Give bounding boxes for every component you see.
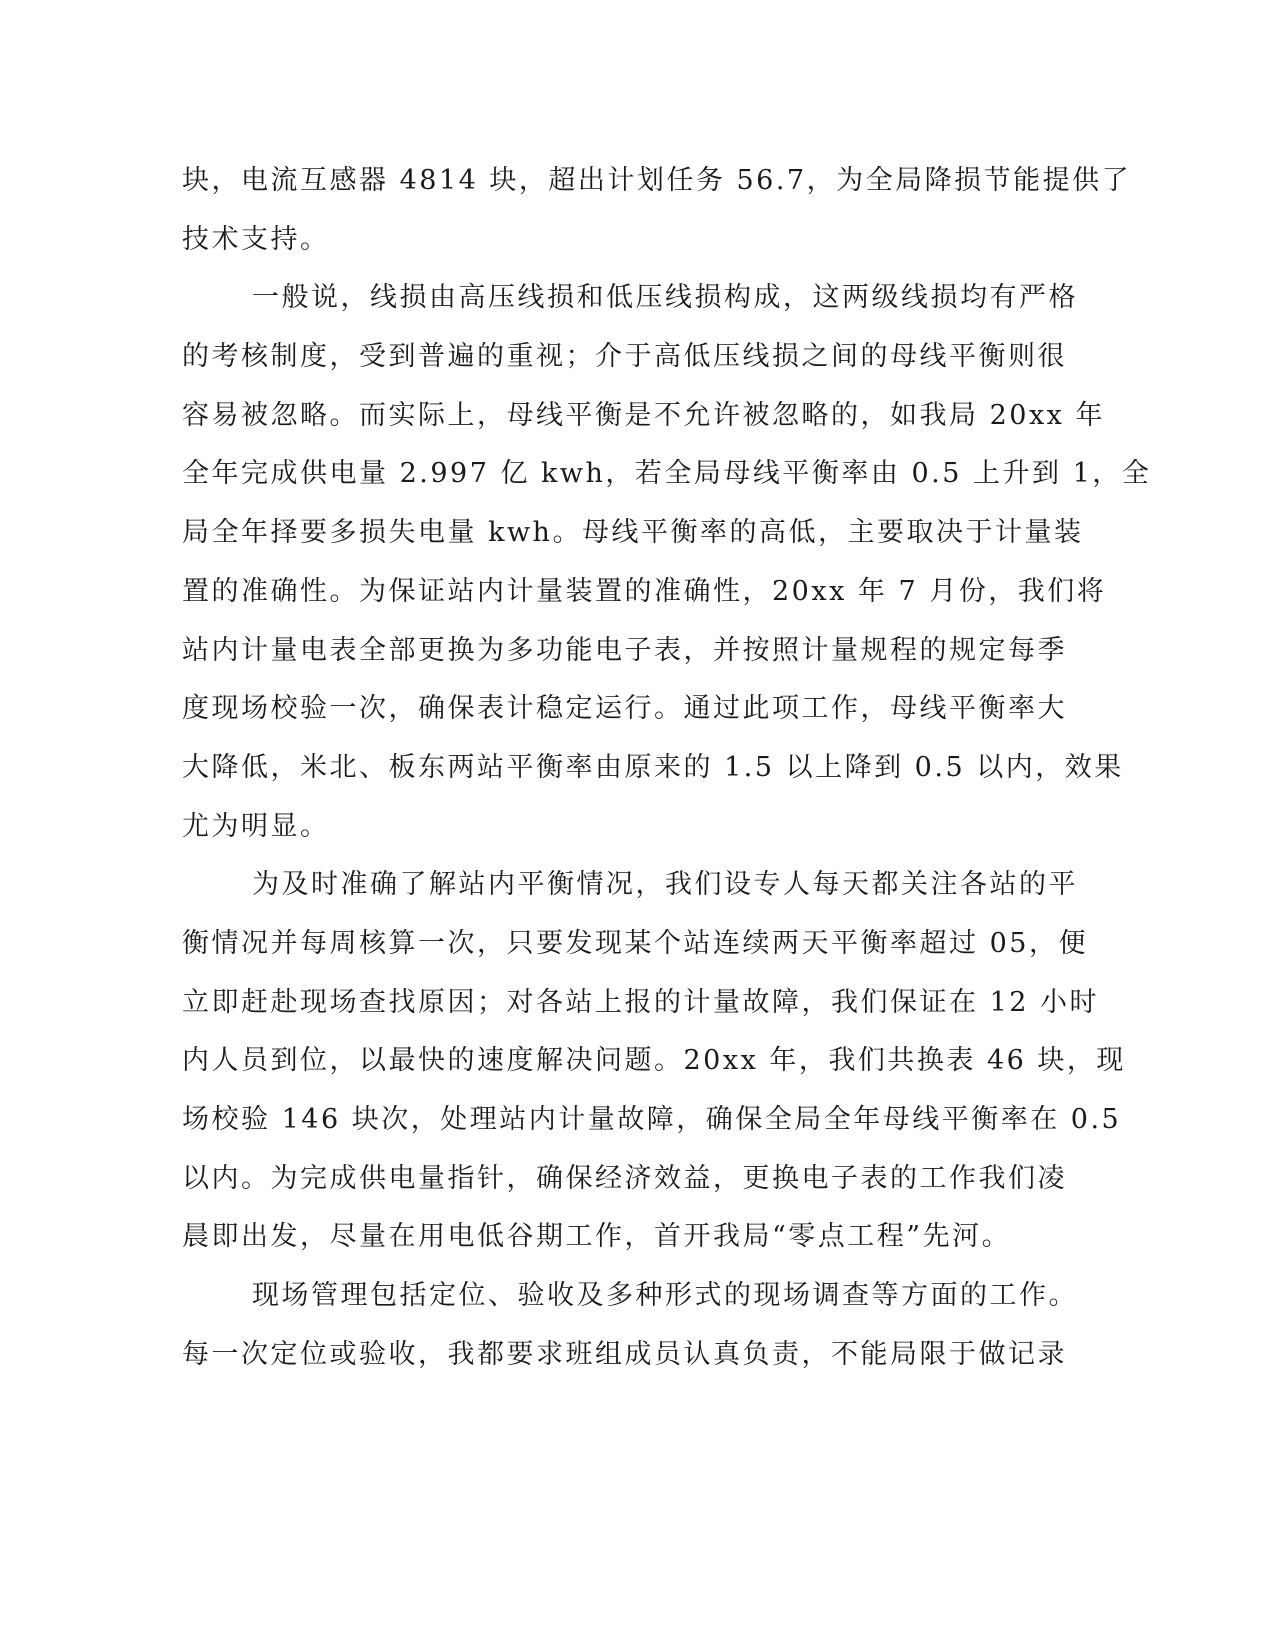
text-line: 内人员到位，以最快的速度解决问题。20xx 年，我们共换表 46 块，现 [182, 1045, 1126, 1077]
body-text [182, 152, 1152, 1384]
paragraph [182, 1267, 1078, 1384]
text-line: 现场管理包括定位、验收及多种形式的现场调查等方面的工作。 [252, 1280, 1078, 1312]
text-line: 技术支持。 [182, 223, 330, 255]
text-line: 每一次定位或验收，我都要求班组成员认真负责，不能局限于做记录 [182, 1338, 1067, 1370]
text-line: 尤为明显。 [182, 810, 330, 842]
text-line: 全年完成供电量 2.997 亿 kwh，若全局母线平衡率由 0.5 上升到 1，全 [182, 458, 1152, 490]
text-line: 一般说，线损由高压线损和低压线损构成，这两级线损均有严格 [252, 282, 1078, 314]
text-line: 置的准确性。为保证站内计量装置的准确性，20xx 年 7 月份，我们将 [182, 575, 1107, 607]
text-line: 以内。为完成供电量指针，确保经济效益，更换电子表的工作我们凌 [182, 1162, 1067, 1194]
text-line: 局全年择要多损失电量 kwh。母线平衡率的高低，主要取决于计量装 [182, 517, 1084, 549]
text-line: 立即赶赴现场查找原因；对各站上报的计量故障，我们保证在 12 小时 [182, 986, 1100, 1018]
text-line: 晨即出发，尽量在用电低谷期工作，首开我局“零点工程”先河。 [182, 1221, 1012, 1253]
paragraph [182, 269, 1152, 856]
text-line: 度现场校验一次，确保表计稳定运行。通过此项工作，母线平衡率大 [182, 693, 1067, 725]
text-line: 为及时准确了解站内平衡情况，我们设专人每天都关注各站的平 [252, 869, 1078, 901]
text-line: 衡情况并每周核算一次，只要发现某个站连续两天平衡率超过 05，便 [182, 927, 1088, 959]
text-line: 块，电流互感器 4814 块，超出计划任务 56.7，为全局降损节能提供了 [182, 165, 1132, 196]
paragraph [182, 152, 1132, 269]
text-line: 站内计量电表全部更换为多功能电子表，并按照计量规程的规定每季 [182, 634, 1067, 666]
paragraph [182, 856, 1126, 1267]
text-line: 场校验 146 块次，处理站内计量故障，确保全局全年母线平衡率在 0.5 [182, 1104, 1122, 1135]
text-line: 的考核制度，受到普遍的重视；介于高低压线损之间的母线平衡则很 [182, 341, 1067, 373]
text-line: 大降低，米北、板东两站平衡率由原来的 1.5 以上降到 0.5 以内，效果 [182, 751, 1124, 783]
text-line: 容易被忽略。而实际上，母线平衡是不允许被忽略的，如我局 20xx 年 [182, 399, 1105, 431]
